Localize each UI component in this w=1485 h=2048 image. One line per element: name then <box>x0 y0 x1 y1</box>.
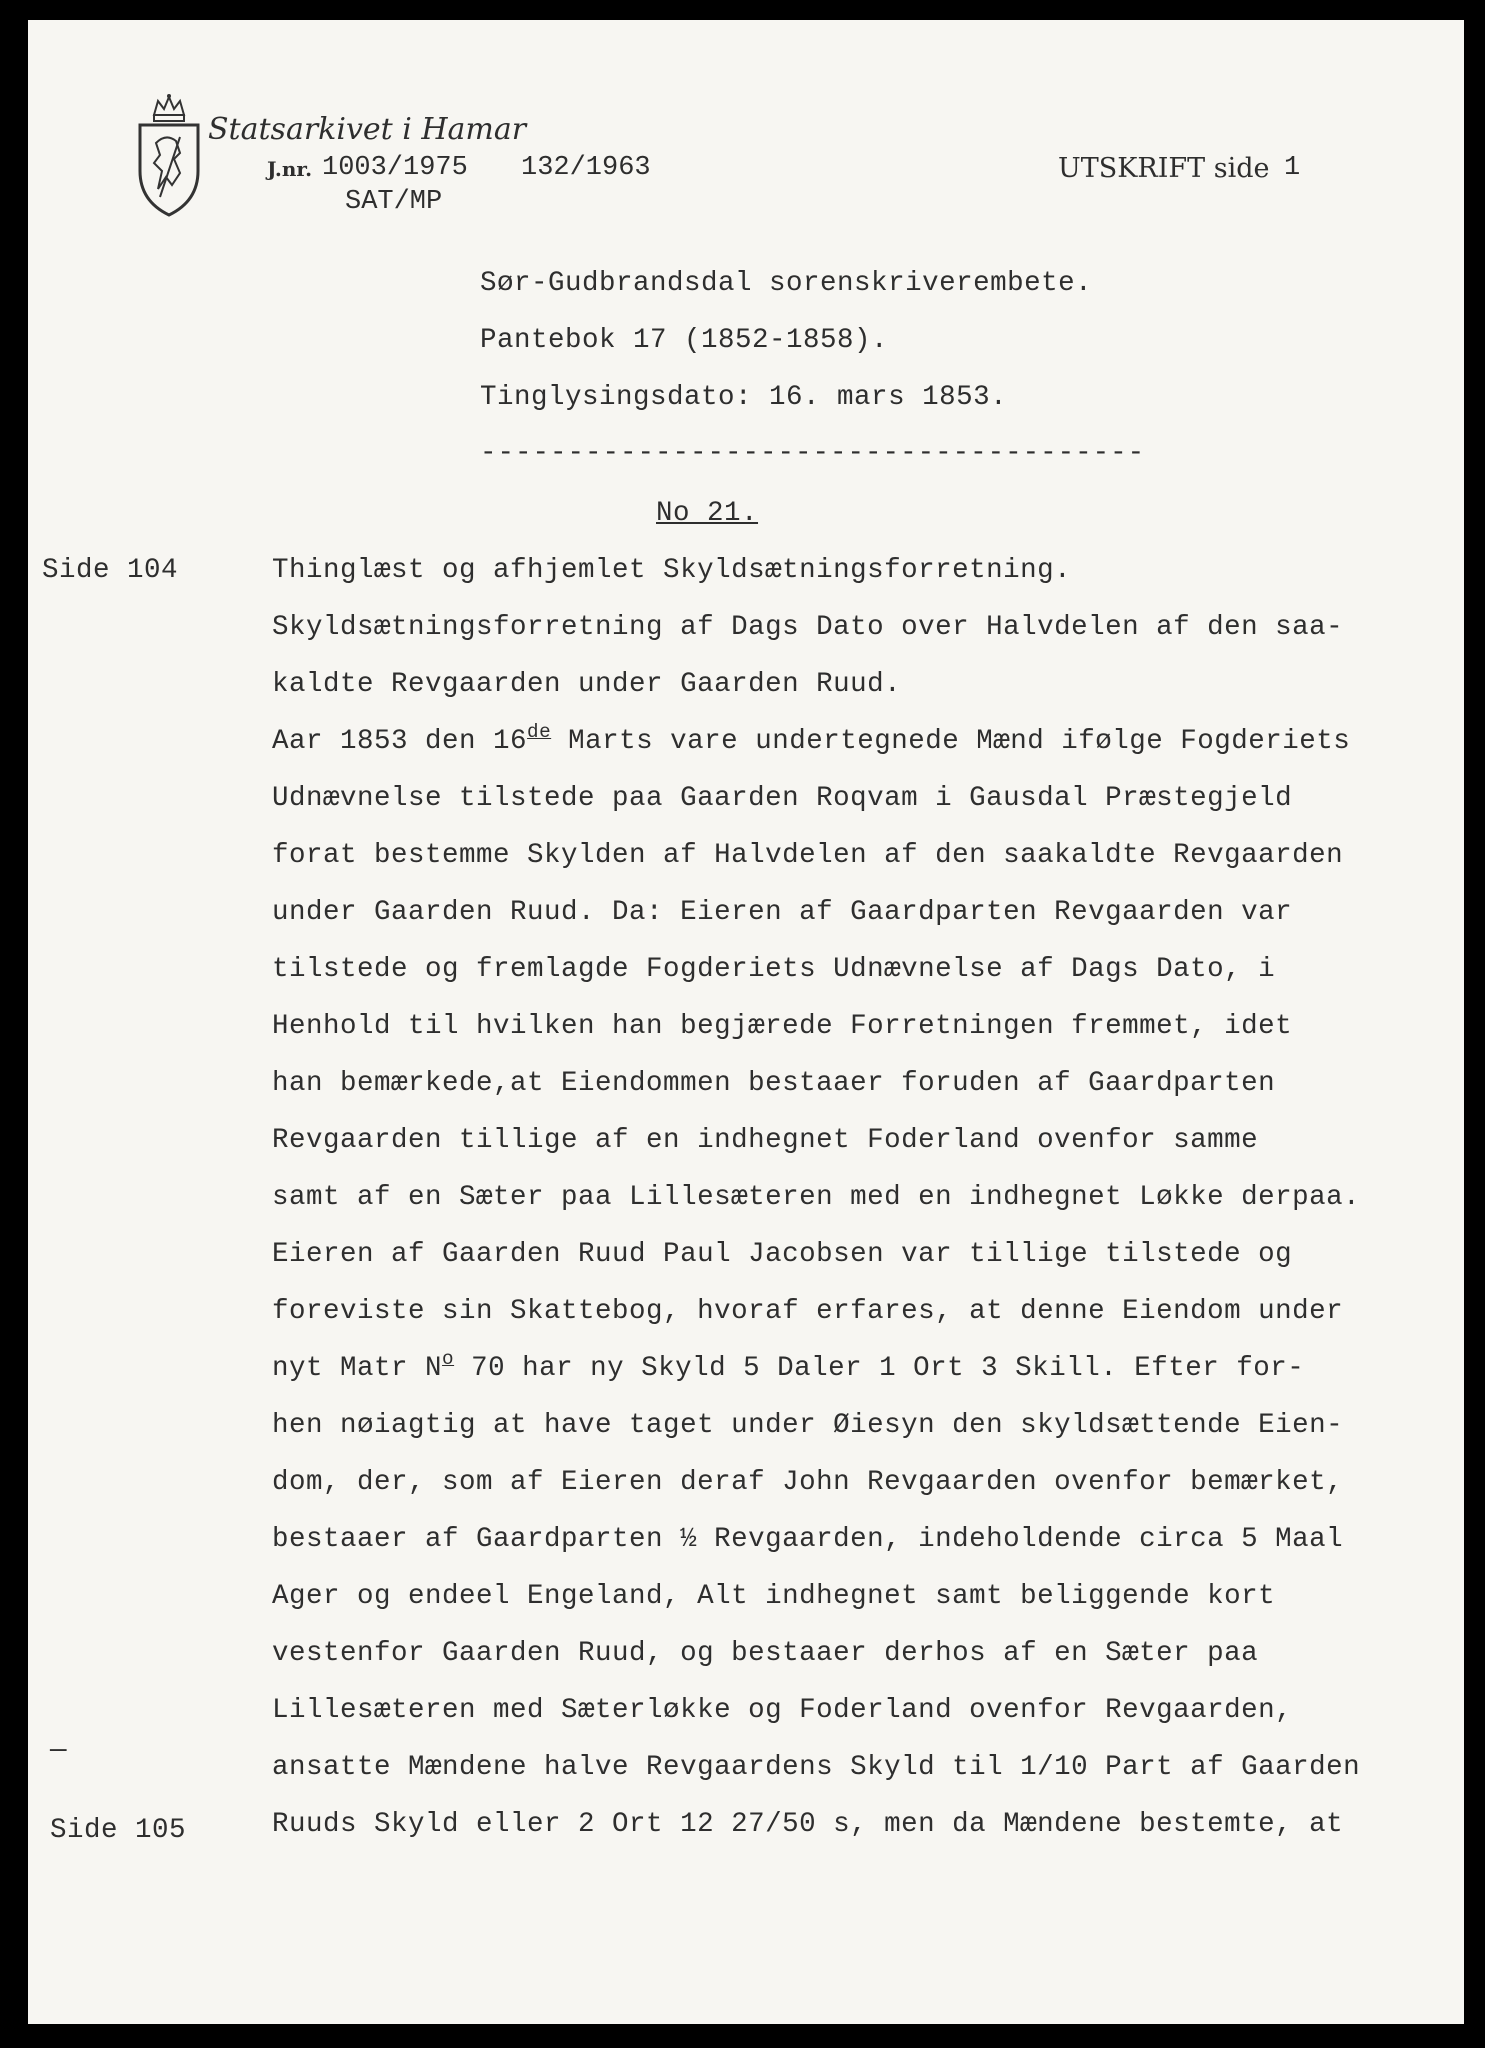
body-line: kaldte Revgaarden under Gaarden Ruud. <box>272 669 902 700</box>
page-number: 1 <box>1284 153 1301 183</box>
mortgage-book-line: Pantebok 17 (1852-1858). <box>480 325 889 356</box>
body-line: Eieren af Gaarden Ruud Paul Jacobsen var tillige tilstede og <box>272 1239 1293 1270</box>
body-line: Lillesæteren med Sæterløkke og Foderland ovenfor Revgaarden, <box>272 1695 1293 1726</box>
body-line: foreviste sin Skattebog, hvoraf erfares, at denne Eiendom under <box>272 1296 1344 1327</box>
body-line: nyt Matr $N^o$ 70 har ny Skyld 5 Daler 1 Ort 3 Skill. Efter for- <box>272 1348 1305 1384</box>
body-line: Ager og endeel Engeland, Alt indhegnet samt beliggende kort <box>272 1581 1276 1612</box>
margin-side-105: Side 105 <box>50 1815 187 1846</box>
separator-line: -------------------------------------- <box>480 438 1146 469</box>
body-line: dom, der, som af Eieren deraf John Revgaarden ovenfor bemærket, <box>272 1467 1344 1498</box>
coat-of-arms-icon <box>136 93 202 219</box>
jnr-value: 1003/1975 <box>322 153 468 183</box>
body-line: vestenfor Gaarden Ruud, og bestaaer derhos af en Sæter paa <box>272 1638 1259 1669</box>
body-line: han bemærkede,at Eiendommen bestaaer foruden af Gaardparten <box>272 1068 1276 1099</box>
body-line: tilstede og fremlagde Fogderiets Udnævnelse af Dags Dato, i <box>272 954 1276 985</box>
body-line: forat bestemme Skylden af Halvdelen af den saakaldte Revgaarden <box>272 840 1344 871</box>
margin-side-104: Side 104 <box>42 555 179 586</box>
body-line: hen nøiagtig at have taget under Øiesyn den skyldsættende Eien- <box>272 1410 1344 1441</box>
reference-number: 132/1963 <box>521 153 651 183</box>
document-page <box>28 20 1464 2024</box>
body-line: Skyldsætningsforretning af Dags Dato over Halvdelen af den saa- <box>272 612 1344 643</box>
registration-date-line: Tinglysingsdato: 16. mars 1853. <box>480 382 1008 413</box>
archive-name: Statsarkivet i Hamar <box>208 112 527 147</box>
body-line: Revgaarden tillige af en indhegnet Foderland ovenfor samme <box>272 1125 1259 1156</box>
utskrift-label: UTSKRIFT side <box>1058 153 1270 184</box>
body-line: ansatte Mændene halve Revgaardens Skyld til 1/10 Part af Gaarden <box>272 1752 1361 1783</box>
body-line: Ruuds Skyld eller 2 Ort 12 27/50 s, men da Mændene bestemte, at <box>272 1809 1344 1840</box>
body-line: Henhold til hvilken han begjærede Forretningen fremmet, idet <box>272 1011 1293 1042</box>
body-line: Aar 1853 den 16de Marts vare undertegnede Mænd ifølge Fogderiets <box>272 721 1351 757</box>
court-office-line: Sør-Gudbrandsdal sorenskriverembete. <box>480 268 1093 299</box>
body-line: Thinglæst og afhjemlet Skyldsætningsforretning. <box>272 555 1072 586</box>
entry-number: No 21. <box>656 498 759 529</box>
initials: SAT/MP <box>345 187 443 217</box>
body-line: under Gaarden Ruud. Da: Eieren af Gaardparten Revgaarden var <box>272 897 1293 928</box>
body-line: bestaaer af Gaardparten ½ Revgaarden, indeholdende circa 5 Maal <box>272 1524 1344 1555</box>
jnr-label: J.nr. <box>267 157 313 181</box>
margin-dash: — <box>50 1735 68 1766</box>
body-line: samt af en Sæter paa Lillesæteren med en indhegnet Løkke derpaa. <box>272 1182 1361 1213</box>
body-line: Udnævnelse tilstede paa Gaarden Roqvam i Gausdal Præstegjeld <box>272 783 1293 814</box>
